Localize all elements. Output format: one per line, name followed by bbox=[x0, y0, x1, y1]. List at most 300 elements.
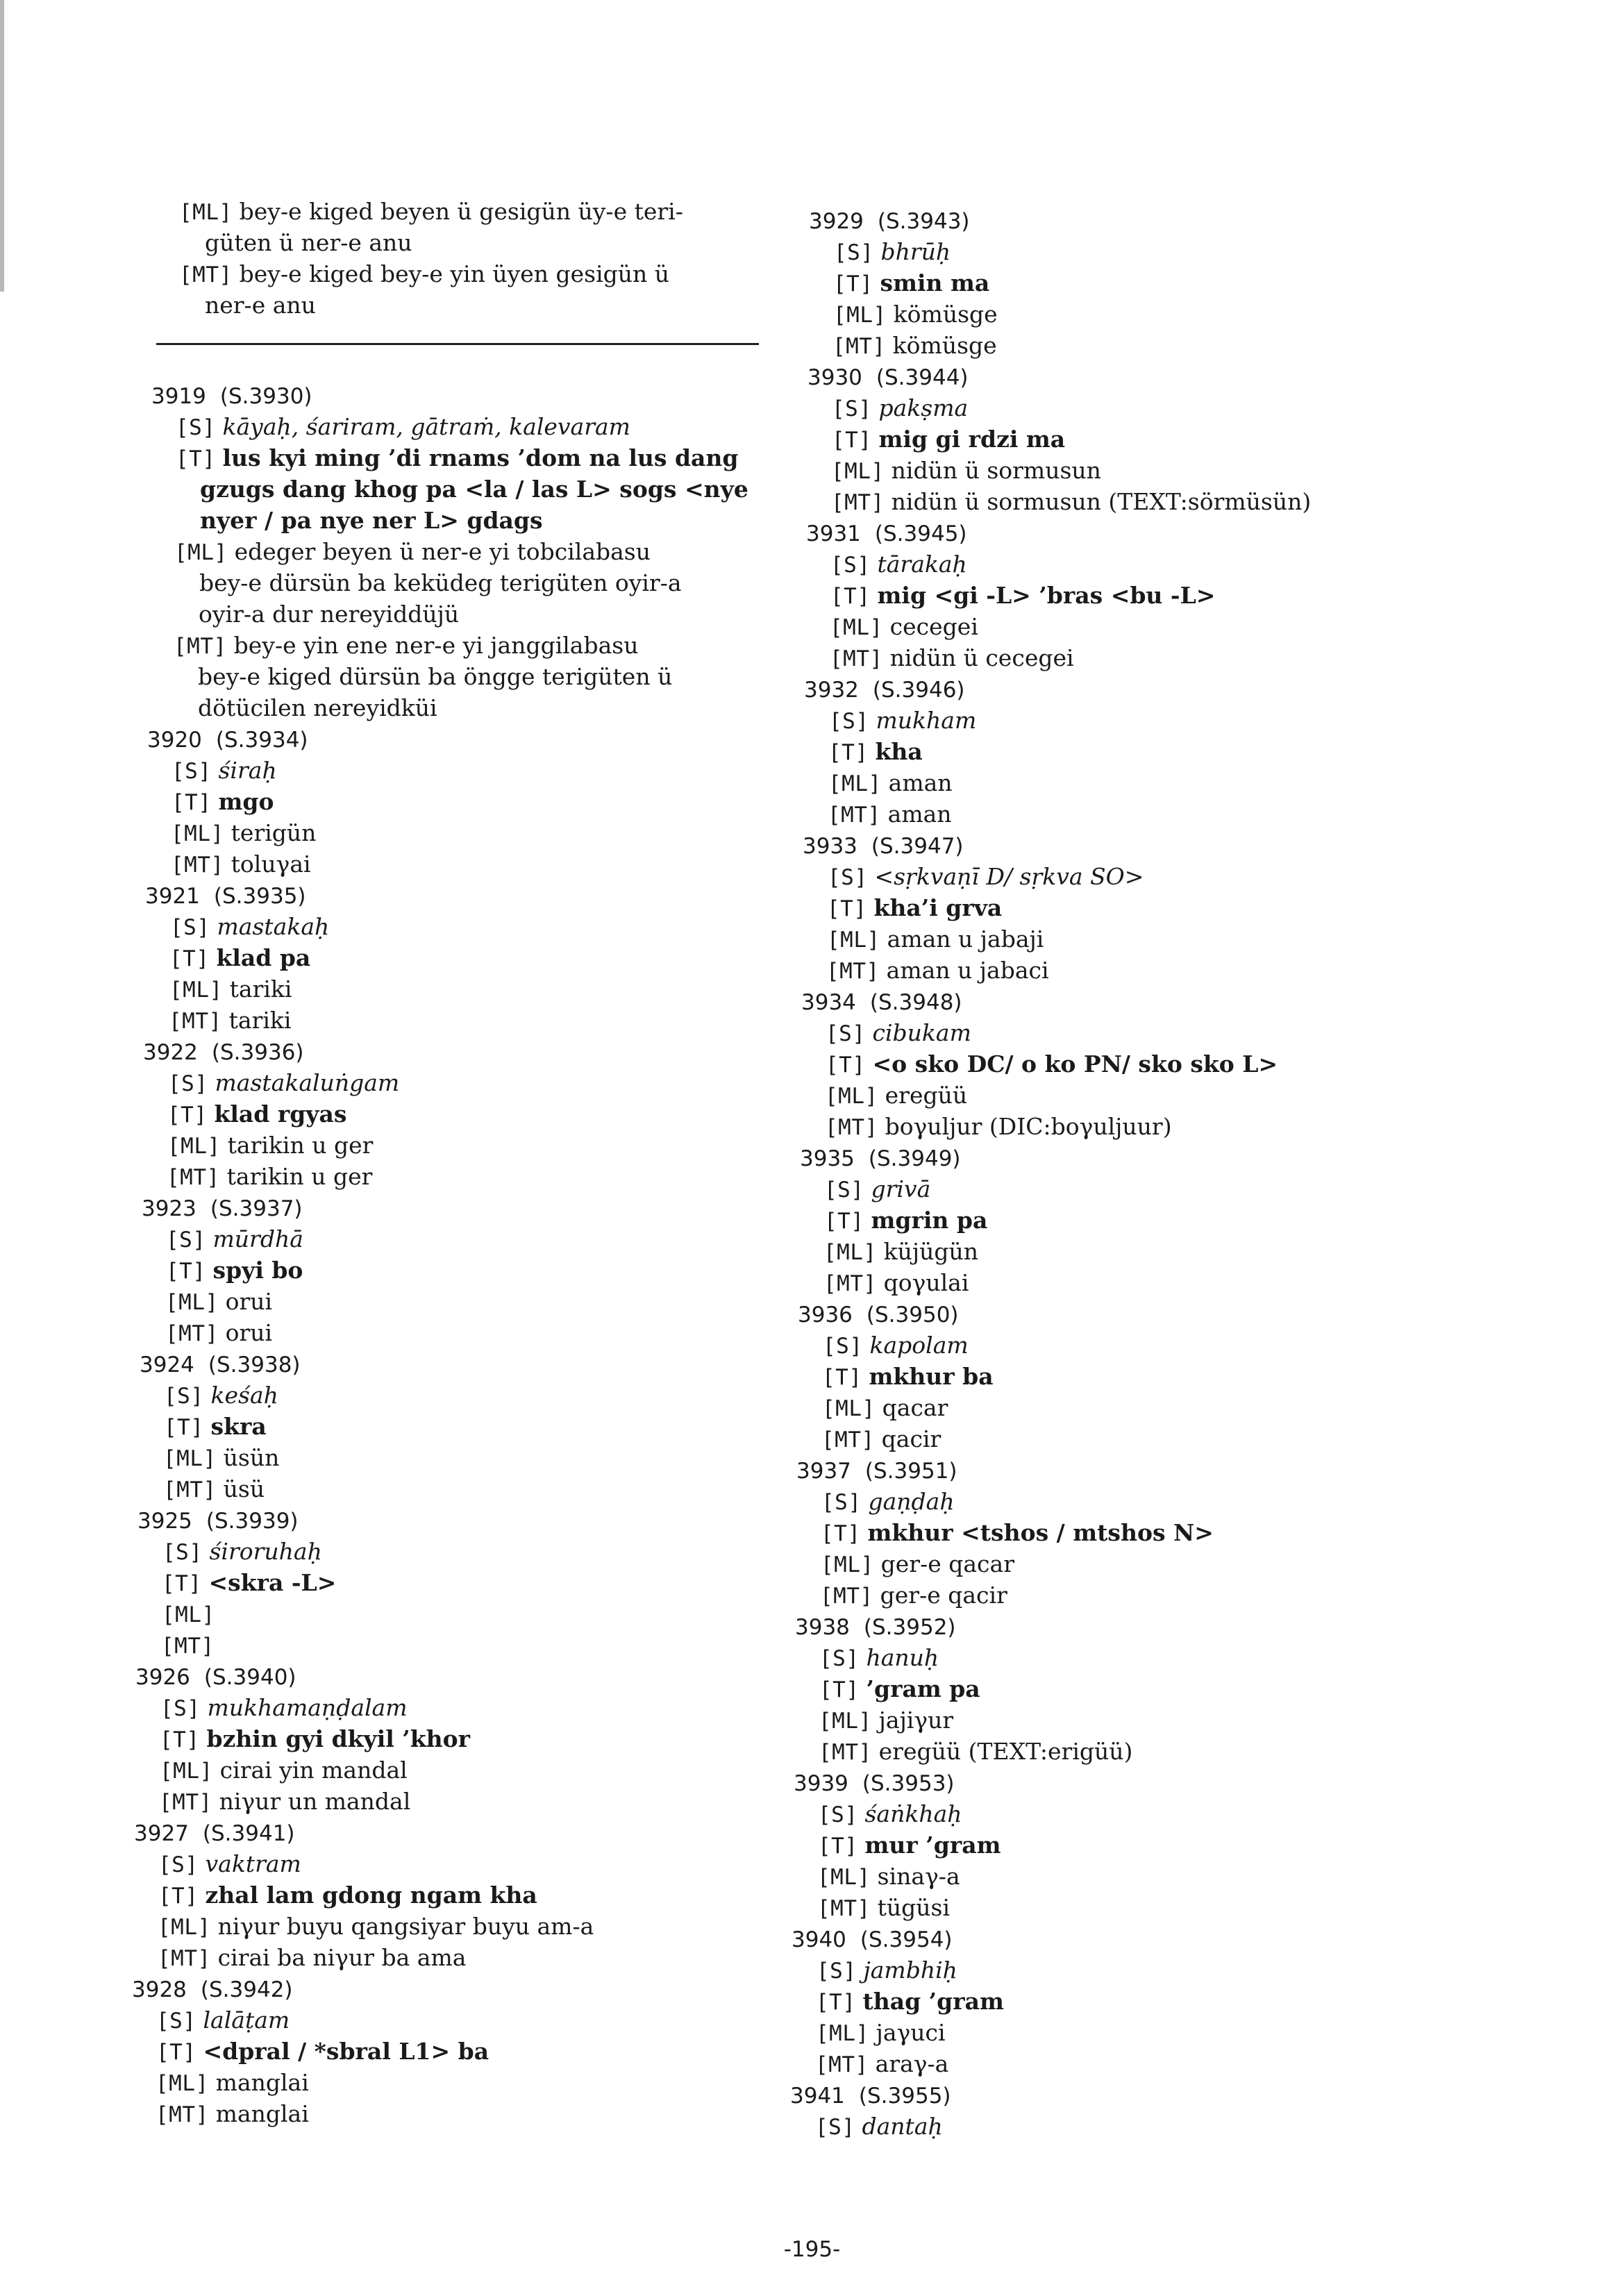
mongolian-ml-term-line bbox=[823, 1238, 978, 1266]
field-tag: [S] bbox=[156, 2009, 196, 2034]
field-tag: [T] bbox=[824, 1209, 864, 1234]
sanskrit-term: cibukam bbox=[872, 1019, 971, 1046]
sanskrit-term: pakṣma bbox=[878, 394, 969, 421]
tibetan-term: lus kyi ming ’di rnams ’dom na lus dang bbox=[222, 444, 739, 471]
mongolian-ml-term: oyir-a dur nereyiddüjü bbox=[199, 601, 460, 628]
entry-header bbox=[800, 1144, 961, 1173]
mongolian-ml-term-line bbox=[825, 1082, 967, 1110]
mongolian-ml-term-line bbox=[822, 1394, 948, 1423]
tibetan-term-line bbox=[826, 1050, 1278, 1079]
sanskrit-reference: (S.3937) bbox=[210, 1196, 303, 1221]
field-tag: [S] bbox=[815, 2115, 855, 2140]
field-tag: [T] bbox=[171, 790, 212, 815]
mongolian-ml-term: jaγuci bbox=[876, 2019, 946, 2046]
field-tag: [T] bbox=[832, 428, 872, 453]
mongolian-ml-term: tarikin u ger bbox=[227, 1132, 374, 1159]
field-tag: [S] bbox=[830, 553, 871, 578]
field-tag: [S] bbox=[819, 1646, 860, 1671]
field-tag: [MT] bbox=[165, 1321, 219, 1346]
sanskrit-reference: (S.3947) bbox=[871, 834, 964, 859]
field-tag: [ML] bbox=[831, 459, 885, 484]
entry-number: 3930 bbox=[807, 365, 862, 390]
sanskrit-term-line bbox=[826, 1019, 971, 1048]
sanskrit-term-line bbox=[160, 1694, 408, 1723]
mongolian-ml-term-line bbox=[830, 613, 978, 642]
mongolian-mt-term: kömüsge bbox=[892, 332, 997, 359]
field-tag: [ML] bbox=[821, 1552, 874, 1577]
sanskrit-term-line bbox=[824, 1175, 930, 1204]
entry-header bbox=[147, 726, 308, 754]
sanskrit-term: vaktram bbox=[205, 1850, 301, 1877]
sanskrit-term: kapolam bbox=[869, 1332, 969, 1359]
sanskrit-term: lalāṭam bbox=[203, 2006, 290, 2034]
tibetan-term: thag ’gram bbox=[862, 1988, 1004, 2015]
field-tag: [T] bbox=[828, 740, 869, 765]
field-tag: [MT] bbox=[158, 1946, 211, 1971]
continuation-mt-text: ner-e anu bbox=[205, 292, 316, 319]
tibetan-term: smin ma bbox=[880, 269, 990, 296]
mongolian-mt-term-line bbox=[831, 488, 1311, 517]
sanskrit-reference: (S.3944) bbox=[876, 365, 969, 390]
entry-number: 3922 bbox=[143, 1040, 198, 1065]
field-tag: [S] bbox=[160, 1696, 201, 1721]
field-tag: [S] bbox=[826, 1021, 866, 1046]
field-tag: [S] bbox=[818, 1802, 858, 1827]
entry-number: 3923 bbox=[142, 1196, 196, 1221]
mongolian-mt-term: manglai bbox=[215, 2100, 309, 2127]
entry-number: 3938 bbox=[795, 1615, 850, 1640]
entry-header bbox=[795, 1613, 956, 1641]
sanskrit-term-line bbox=[156, 2006, 290, 2035]
entry-number: 3937 bbox=[796, 1459, 851, 1484]
field-tag: [T] bbox=[160, 1727, 200, 1752]
tibetan-term-line bbox=[200, 507, 543, 535]
tibetan-term-line bbox=[167, 1100, 346, 1129]
continuation-mt-text: bey-e kiged bey-e yin üyen gesigün ü bbox=[239, 260, 670, 287]
entry-header bbox=[806, 519, 967, 548]
mongolian-mt-term-line bbox=[167, 1163, 372, 1191]
mongolian-mt-term: eregüü (TEXT:erigüü) bbox=[878, 1738, 1133, 1765]
sanskrit-reference: (S.3954) bbox=[860, 1927, 953, 1952]
mongolian-ml-term-line bbox=[158, 1913, 594, 1941]
entry-header bbox=[135, 1663, 296, 1691]
tibetan-term: ’gram pa bbox=[866, 1675, 980, 1702]
field-tag: [MT] bbox=[823, 1271, 877, 1296]
tibetan-term: zhal lam gdong ngam kha bbox=[205, 1882, 537, 1909]
mongolian-ml-term-line bbox=[167, 1132, 373, 1160]
mongolian-ml-term-line bbox=[174, 538, 651, 567]
field-tag: [MT] bbox=[830, 646, 883, 671]
sanskrit-reference: (S.3948) bbox=[869, 990, 962, 1015]
tibetan-term: mgo bbox=[218, 788, 274, 815]
field-tag: [ML] bbox=[179, 200, 233, 225]
field-tag: [ML] bbox=[162, 1602, 215, 1627]
sanskrit-term: kāyaḥ, śariram, gātraṁ, kalevaram bbox=[222, 413, 630, 440]
tibetan-term-line bbox=[176, 444, 738, 473]
field-tag: [S] bbox=[829, 709, 869, 734]
tibetan-term-line bbox=[171, 788, 274, 816]
mongolian-ml-term-line bbox=[160, 1757, 408, 1785]
field-tag: [T] bbox=[169, 946, 210, 971]
mongolian-ml-term: jajiγur bbox=[878, 1707, 954, 1734]
entry-header bbox=[804, 676, 965, 704]
section-divider-rule bbox=[156, 343, 759, 345]
entry-number: 3926 bbox=[135, 1665, 190, 1690]
sanskrit-reference: (S.3949) bbox=[868, 1146, 961, 1171]
sanskrit-term-line bbox=[815, 2113, 943, 2141]
tibetan-term-line bbox=[828, 738, 923, 766]
field-tag: [T] bbox=[158, 1884, 199, 1909]
mongolian-mt-term: üsü bbox=[223, 1475, 265, 1502]
tibetan-term: klad pa bbox=[216, 944, 311, 971]
field-tag: [ML] bbox=[156, 2071, 209, 2096]
sanskrit-reference: (S.3939) bbox=[206, 1509, 299, 1534]
field-tag: [T] bbox=[164, 1415, 204, 1440]
sanskrit-term-line bbox=[821, 1488, 955, 1516]
mongolian-ml-term-line bbox=[199, 601, 459, 628]
entry-number: 3935 bbox=[800, 1146, 855, 1171]
mongolian-ml-term-line bbox=[828, 769, 953, 798]
field-tag: [T] bbox=[176, 446, 216, 471]
field-tag: [S] bbox=[821, 1490, 862, 1515]
mongolian-mt-term-line bbox=[163, 1475, 265, 1504]
mongolian-mt-term: bey-e kiged dürsün ba öngge terigüten ü bbox=[198, 663, 673, 690]
tibetan-term: mkhur <tshos / mtshos N> bbox=[867, 1519, 1214, 1546]
tibetan-term-line bbox=[162, 1569, 336, 1598]
tibetan-term: gzugs dang khog pa <la / las L> sogs <nye bbox=[200, 476, 748, 503]
field-tag: [ML] bbox=[174, 540, 228, 565]
mongolian-ml-term-line bbox=[171, 819, 316, 848]
sanskrit-reference: (S.3936) bbox=[211, 1040, 304, 1065]
mongolian-ml-term: terigün bbox=[231, 819, 317, 846]
tibetan-term-line bbox=[158, 1882, 537, 1910]
entry-number: 3925 bbox=[137, 1509, 192, 1534]
sanskrit-reference: (S.3945) bbox=[874, 521, 967, 546]
field-tag: [ML] bbox=[165, 1290, 219, 1315]
tibetan-term-line bbox=[169, 944, 310, 973]
sanskrit-reference: (S.3935) bbox=[213, 884, 306, 909]
field-tag: [ML] bbox=[163, 1446, 217, 1471]
mongolian-mt-term-line bbox=[165, 1319, 272, 1348]
mongolian-ml-term: küjügün bbox=[883, 1238, 979, 1265]
sanskrit-term: gaṇḍaḥ bbox=[868, 1488, 955, 1515]
field-tag: [S] bbox=[168, 1071, 208, 1096]
mongolian-ml-term: nidün ü sormusun bbox=[891, 457, 1101, 484]
sanskrit-reference: (S.3934) bbox=[215, 728, 308, 753]
mongolian-ml-term: üsün bbox=[223, 1444, 280, 1471]
entry-header bbox=[132, 1975, 293, 2004]
sanskrit-term: mukham bbox=[876, 707, 977, 734]
mongolian-mt-term-line bbox=[159, 1788, 410, 1816]
field-tag: [ML] bbox=[158, 1915, 211, 1940]
field-tag: [MT] bbox=[820, 1584, 873, 1609]
entry-number: 3932 bbox=[804, 678, 859, 703]
mongolian-mt-term-line bbox=[826, 957, 1049, 985]
sanskrit-reference: (S.3953) bbox=[862, 1771, 955, 1796]
sanskrit-term-line bbox=[830, 551, 967, 579]
entry-number: 3929 bbox=[809, 209, 864, 234]
continuation-ml-line bbox=[205, 229, 412, 257]
mongolian-ml-term: ger-e qacar bbox=[880, 1550, 1014, 1577]
mongolian-mt-term: cirai ba niγur ba ama bbox=[217, 1944, 467, 1971]
mongolian-mt-term: toluγai bbox=[231, 850, 311, 878]
mongolian-mt-term-line bbox=[825, 1113, 1172, 1141]
sanskrit-term-line bbox=[164, 1382, 278, 1410]
sanskrit-term-line bbox=[818, 1800, 962, 1829]
sanskrit-term-line bbox=[823, 1332, 969, 1360]
field-tag: [S] bbox=[162, 1540, 203, 1565]
entry-header bbox=[134, 1819, 295, 1847]
tibetan-term: mig <gi -L> ’bras <bu -L> bbox=[877, 582, 1216, 609]
tibetan-term-line bbox=[830, 582, 1215, 610]
field-tag: [S] bbox=[832, 396, 872, 421]
entry-header bbox=[140, 1350, 301, 1379]
tibetan-term-line bbox=[833, 269, 989, 298]
mongolian-mt-term-line bbox=[828, 801, 952, 829]
mongolian-mt-term-line bbox=[821, 1425, 941, 1454]
tibetan-term: <skra -L> bbox=[208, 1569, 337, 1596]
field-tag: [MT] bbox=[179, 262, 233, 287]
mongolian-ml-term-line bbox=[165, 1288, 272, 1316]
sanskrit-term: <sṛkvaṇī D/ sṛkva SO> bbox=[874, 863, 1144, 890]
sanskrit-term-line bbox=[168, 1069, 399, 1098]
sanskrit-term: jambhiḥ bbox=[863, 1956, 957, 1984]
mongolian-mt-term: orui bbox=[225, 1319, 273, 1346]
continuation-mt-line bbox=[205, 292, 316, 319]
mongolian-mt-term-line bbox=[819, 1738, 1132, 1766]
mongolian-ml-term: eregüü bbox=[885, 1082, 968, 1109]
entry-number: 3921 bbox=[145, 884, 200, 909]
sanskrit-term: hanuḥ bbox=[866, 1644, 939, 1671]
sanskrit-term: mastakaluṅgam bbox=[215, 1069, 400, 1096]
field-tag: [T] bbox=[167, 1103, 208, 1128]
sanskrit-reference: (S.3938) bbox=[208, 1352, 301, 1377]
tibetan-term: skra bbox=[210, 1413, 267, 1440]
field-tag: [MT] bbox=[163, 1477, 217, 1502]
tibetan-term-line bbox=[818, 1832, 1001, 1860]
entry-header bbox=[792, 1925, 953, 1954]
field-tag: [MT] bbox=[167, 1165, 220, 1190]
mongolian-mt-term-line bbox=[171, 850, 311, 879]
tibetan-term-line bbox=[200, 476, 748, 503]
field-tag: [MT] bbox=[817, 1896, 871, 1921]
continuation-ml-text: güten ü ner-e anu bbox=[205, 229, 412, 256]
mongolian-ml-term-line bbox=[819, 1707, 953, 1735]
sanskrit-reference: (S.3950) bbox=[866, 1302, 959, 1327]
mongolian-mt-term: tarikin u ger bbox=[226, 1163, 373, 1190]
field-tag: [MT] bbox=[831, 490, 885, 515]
sanskrit-term: śaṅkhaḥ bbox=[864, 1800, 962, 1827]
sanskrit-term: dantaḥ bbox=[862, 2113, 943, 2140]
field-tag: [MT] bbox=[169, 1009, 222, 1034]
entry-number: 3919 bbox=[151, 384, 206, 409]
field-tag: [MT] bbox=[819, 1740, 872, 1765]
field-tag: [MT] bbox=[159, 1790, 212, 1815]
tibetan-term: mur ’gram bbox=[864, 1832, 1001, 1859]
tibetan-term-line bbox=[832, 426, 1065, 454]
mongolian-mt-term-line bbox=[161, 1632, 221, 1660]
mongolian-mt-term: tügüsi bbox=[877, 1894, 951, 1921]
field-tag: [S] bbox=[823, 1334, 863, 1359]
sanskrit-reference: (S.3946) bbox=[872, 678, 965, 703]
sanskrit-term-line bbox=[828, 863, 1144, 891]
field-tag: [ML] bbox=[828, 771, 882, 796]
field-tag: [ML] bbox=[823, 1240, 877, 1265]
field-tag: [T] bbox=[833, 271, 873, 296]
tibetan-term-line bbox=[819, 1675, 980, 1704]
field-tag: [S] bbox=[834, 240, 874, 265]
sanskrit-reference: (S.3930) bbox=[219, 384, 312, 409]
entry-number: 3941 bbox=[790, 2084, 845, 2109]
field-tag: [ML] bbox=[830, 615, 883, 640]
entry-header bbox=[807, 363, 969, 392]
mongolian-ml-term: qacar bbox=[882, 1394, 948, 1421]
entry-number: 3934 bbox=[801, 990, 856, 1015]
mongolian-ml-term-line bbox=[821, 1550, 1014, 1579]
entry-number: 3920 bbox=[147, 728, 202, 753]
entry-number: 3927 bbox=[134, 1821, 189, 1846]
mongolian-mt-term-line bbox=[820, 1582, 1007, 1610]
mongolian-ml-term-line bbox=[169, 975, 292, 1004]
sanskrit-term-line bbox=[176, 413, 630, 442]
continuation-ml-text: bey-e kiged beyen ü gesigün üy-e teri- bbox=[239, 198, 683, 225]
entry-number: 3936 bbox=[798, 1302, 853, 1327]
field-tag: [ML] bbox=[171, 821, 224, 846]
mongolian-ml-term: cirai yin mandal bbox=[219, 1757, 408, 1784]
page-number: -195- bbox=[783, 2237, 841, 2262]
mongolian-mt-term-line bbox=[198, 694, 437, 722]
field-tag: [T] bbox=[827, 896, 867, 921]
sanskrit-reference: (S.3951) bbox=[864, 1459, 957, 1484]
field-tag: [MT] bbox=[815, 2052, 869, 2077]
sanskrit-term-line bbox=[829, 707, 976, 735]
field-tag: [ML] bbox=[816, 2021, 869, 2046]
field-tag: [S] bbox=[166, 1227, 206, 1252]
sanskrit-term: mūrdhā bbox=[212, 1225, 303, 1252]
mongolian-mt-term-line bbox=[823, 1269, 969, 1298]
sanskrit-reference: (S.3943) bbox=[877, 209, 970, 234]
sanskrit-reference: (S.3941) bbox=[202, 1821, 295, 1846]
mongolian-ml-term: tariki bbox=[229, 975, 292, 1003]
tibetan-term: klad rgyas bbox=[214, 1100, 347, 1128]
tibetan-term-line bbox=[827, 894, 1002, 923]
tibetan-term: kha’i grva bbox=[873, 894, 1003, 921]
entry-header bbox=[151, 382, 312, 410]
entry-number: 3933 bbox=[803, 834, 857, 859]
mongolian-mt-term-line bbox=[156, 2100, 309, 2129]
field-tag: [ML] bbox=[160, 1759, 213, 1784]
field-tag: [ML] bbox=[833, 303, 887, 328]
tibetan-term: mkhur ba bbox=[869, 1363, 994, 1390]
tibetan-term-line bbox=[164, 1413, 267, 1441]
mongolian-ml-term: orui bbox=[225, 1288, 273, 1315]
mongolian-ml-term-line bbox=[199, 569, 682, 597]
sanskrit-reference: (S.3942) bbox=[200, 1977, 293, 2002]
sanskrit-term-line bbox=[819, 1644, 939, 1673]
mongolian-mt-term-line bbox=[817, 1894, 950, 1922]
sanskrit-reference: (S.3940) bbox=[203, 1665, 296, 1690]
mongolian-mt-term: ger-e qacir bbox=[880, 1582, 1007, 1609]
mongolian-mt-term: aman bbox=[887, 801, 952, 828]
entry-header bbox=[796, 1457, 957, 1485]
field-tag: [ML] bbox=[167, 1134, 221, 1159]
mongolian-ml-term: kömüsge bbox=[893, 301, 998, 328]
mongolian-mt-term-line bbox=[832, 332, 997, 360]
field-tag: [MT] bbox=[156, 2102, 209, 2127]
tibetan-term: bzhin gyi dkyil ’khor bbox=[206, 1725, 471, 1752]
sanskrit-term: mastakaḥ bbox=[217, 913, 330, 940]
field-tag: [MT] bbox=[821, 1427, 875, 1452]
mongolian-mt-term: tariki bbox=[228, 1007, 292, 1034]
tibetan-term-line bbox=[160, 1725, 470, 1754]
sanskrit-term-line bbox=[158, 1850, 301, 1879]
entry-number: 3928 bbox=[132, 1977, 187, 2002]
mongolian-mt-term: qoγulai bbox=[883, 1269, 969, 1296]
mongolian-mt-term: boγuljur (DIC:boγuljuur) bbox=[885, 1113, 1172, 1140]
sanskrit-term: bhrūḥ bbox=[880, 238, 951, 265]
field-tag: [S] bbox=[164, 1384, 204, 1409]
entry-header bbox=[801, 988, 962, 1016]
mongolian-ml-term-line bbox=[163, 1444, 279, 1473]
tibetan-term: <o sko DC/ o ko PN/ sko sko L> bbox=[872, 1050, 1278, 1078]
field-tag: [MT] bbox=[161, 1634, 215, 1659]
mongolian-mt-term: bey-e yin ene ner-e yi janggilabasu bbox=[233, 632, 639, 659]
mongolian-mt-term: dötücilen nereyidküi bbox=[198, 694, 437, 721]
entry-header bbox=[145, 882, 306, 910]
sanskrit-reference: (S.3955) bbox=[858, 2084, 951, 2109]
field-tag: [T] bbox=[162, 1571, 202, 1596]
sanskrit-term-line bbox=[166, 1225, 303, 1254]
field-tag: [ML] bbox=[825, 1084, 878, 1109]
field-tag: [S] bbox=[828, 865, 868, 890]
field-tag: [S] bbox=[176, 415, 216, 440]
mongolian-ml-term: aman bbox=[888, 769, 953, 796]
entry-number: 3939 bbox=[794, 1771, 848, 1796]
sanskrit-term: śiroruhaḥ bbox=[209, 1538, 322, 1565]
mongolian-ml-term-line bbox=[162, 1600, 222, 1629]
field-tag: [S] bbox=[817, 1959, 857, 1984]
mongolian-ml-term-line bbox=[827, 925, 1044, 954]
field-tag: [T] bbox=[821, 1521, 861, 1546]
field-tag: [ML] bbox=[827, 928, 880, 953]
tibetan-term-line bbox=[816, 1988, 1004, 2016]
mongolian-mt-term: niγur un mandal bbox=[219, 1788, 411, 1815]
field-tag: [S] bbox=[158, 1852, 199, 1877]
mongolian-ml-term: bey-e dürsün ba keküdeg terigüten oyir-a bbox=[199, 569, 682, 596]
entry-header bbox=[798, 1300, 959, 1329]
tibetan-term: nyer / pa nye ner L> gdags bbox=[200, 507, 543, 534]
continuation-mt-line bbox=[179, 260, 669, 289]
field-tag: [S] bbox=[170, 915, 210, 940]
mongolian-ml-term: manglai bbox=[215, 2069, 309, 2096]
entry-header bbox=[809, 207, 970, 235]
mongolian-mt-term-line bbox=[830, 644, 1074, 673]
mongolian-ml-term: edeger beyen ü ner-e yi tobcilabasu bbox=[234, 538, 651, 565]
mongolian-ml-term: aman u jabaji bbox=[887, 925, 1044, 953]
mongolian-ml-term-line bbox=[831, 457, 1101, 485]
field-tag: [T] bbox=[166, 1259, 206, 1284]
sanskrit-term-line bbox=[817, 1956, 957, 1985]
mongolian-mt-term: nidün ü sormusun (TEXT:sörmüsün) bbox=[891, 488, 1312, 515]
sanskrit-term: śiraḥ bbox=[218, 757, 277, 784]
scan-edge-mark bbox=[0, 0, 4, 292]
field-tag: [T] bbox=[816, 1990, 856, 2015]
tibetan-term: mgrin pa bbox=[871, 1207, 988, 1234]
mongolian-ml-term-line bbox=[156, 2069, 309, 2097]
field-tag: [T] bbox=[819, 1677, 860, 1702]
entry-header bbox=[803, 832, 964, 860]
field-tag: [MT] bbox=[826, 959, 880, 984]
